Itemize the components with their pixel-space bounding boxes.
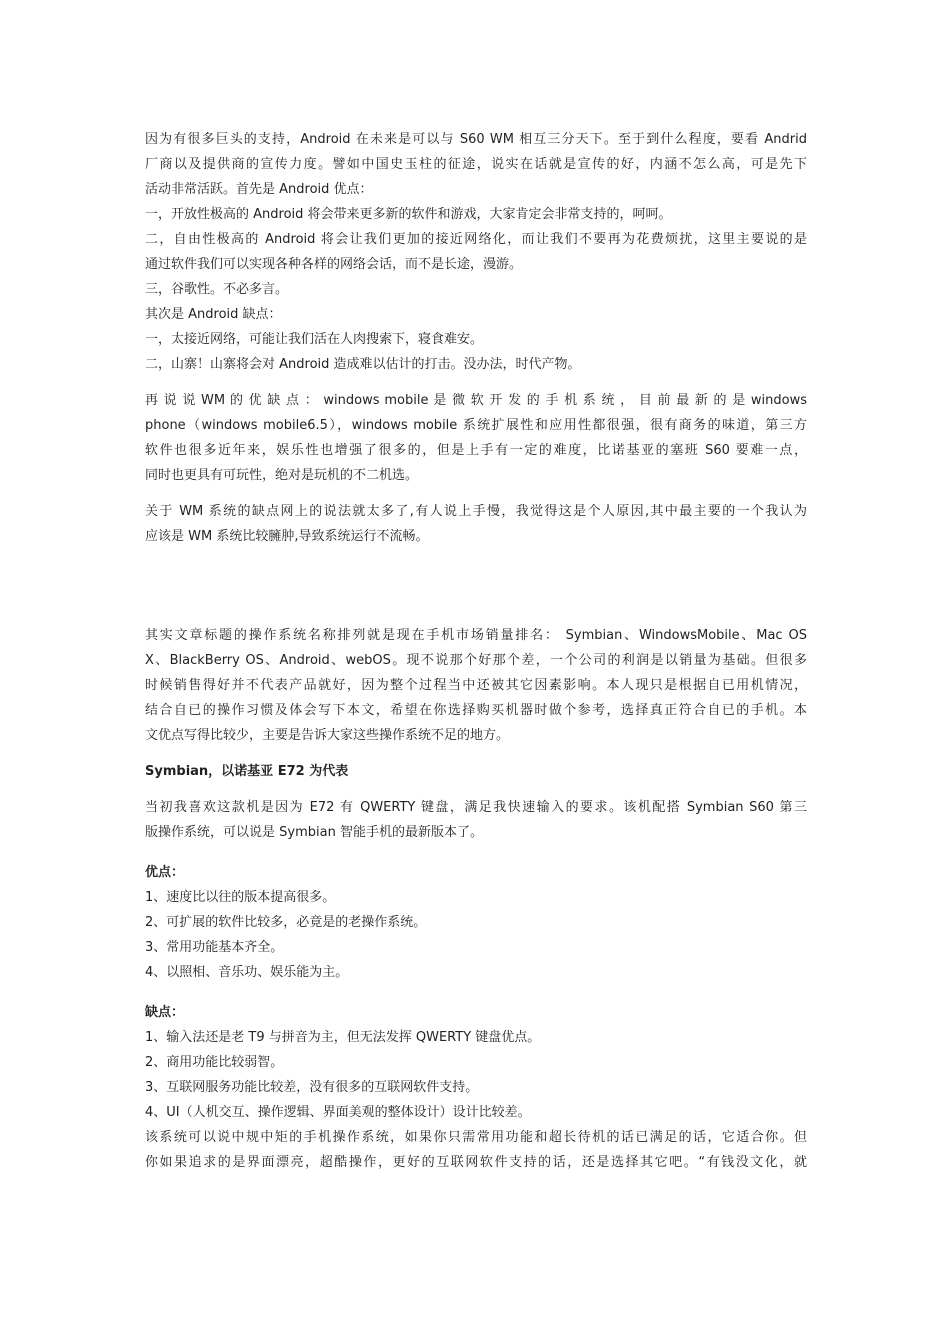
text-line: 文优点写得比较少，主要是告诉大家这些操作系统不足的地方。 bbox=[145, 728, 510, 743]
list-item: 4、UI（人机交互、操作逻辑、界面美观的整体设计）设计比较差。 bbox=[145, 1105, 531, 1120]
text-line: X、BlackBerry OS、Android、webOS。现不说那个好那个差，一个公司的利润是以销量为基础。但很多 bbox=[145, 653, 807, 668]
section-gap bbox=[145, 549, 807, 623]
paragraph-gap bbox=[145, 748, 807, 759]
text-line: 再 说 说 WM 的 优 缺 点 ： windows mobile 是 微 软 开 发 的 手 机 系 统 ， 目 前 最 新 的 是 windows bbox=[145, 393, 807, 408]
text-line: 其次是 Android 缺点： bbox=[145, 307, 282, 322]
paragraph-gap bbox=[145, 985, 807, 1000]
text-line: 因为有很多巨头的支持，Android 在未来是可以与 S60 WM 相互三分天下。至于到什么程度，要看 Andrid bbox=[145, 132, 807, 147]
paragraph-gap bbox=[145, 845, 807, 860]
text-line: 该系统可以说中规中矩的手机操作系统，如果你只需常用功能和超长待机的话已满足的话，它适合你。但 bbox=[145, 1130, 807, 1145]
paragraph-gap bbox=[145, 488, 807, 499]
text-line: 其实文章标题的操作系统名称排列就是现在手机市场销量排名： Symbian、WindowsMobile、Mac OS bbox=[145, 628, 807, 643]
list-item: 1、速度比以往的版本提高很多。 bbox=[145, 890, 336, 905]
text-line: 你如果追求的是界面漂亮，超酷操作，更好的互联网软件支持的话，还是选择其它吧。“有钱没文化，就 bbox=[145, 1155, 807, 1170]
paragraph-gap bbox=[145, 784, 807, 795]
text-line: 三，谷歌性。不必多言。 bbox=[145, 282, 289, 297]
text-line: 活动非常活跃。首先是 Android 优点： bbox=[145, 182, 373, 197]
text-line: 二，山寨！山寨将会对 Android 造成难以估计的打击。没办法，时代产物。 bbox=[145, 357, 581, 372]
list-heading: 缺点： bbox=[145, 1005, 185, 1020]
list-item: 4、以照相、音乐功、娱乐能为主。 bbox=[145, 965, 349, 980]
list-item: 2、可扩展的软件比较多，必竟是的老操作系统。 bbox=[145, 915, 427, 930]
document-body bbox=[145, 127, 807, 1175]
list-item: 3、互联网服务功能比较差，没有很多的互联网软件支持。 bbox=[145, 1080, 479, 1095]
list-item: 2、商用功能比较弱智。 bbox=[145, 1055, 284, 1070]
text-line: 版操作系统，可以说是 Symbian 智能手机的最新版本了。 bbox=[145, 825, 483, 840]
text-line: phone（windows mobile6.5），windows mobile 系统扩展性和应用性都很强，很有商务的味道，第三方 bbox=[145, 418, 807, 433]
text-line: 软件也很多近年来，娱乐性也增强了很多的，但是上手有一定的难度，比诺基亚的塞班 S60 要难一点， bbox=[145, 443, 807, 458]
text-line: 应该是 WM 系统比较臃肿,导致系统运行不流畅。 bbox=[145, 529, 429, 544]
text-line: 当初我喜欢这款机是因为 E72 有 QWERTY 键盘，满足我快速输入的要求。该机配搭 Symbian S60 第三 bbox=[145, 800, 807, 815]
text-line: 结合自已的操作习惯及体会写下本文，希望在你选择购买机器时做个参考，选择真正符合自已的手机。本 bbox=[145, 703, 807, 718]
paragraph-gap bbox=[145, 377, 807, 388]
text-line: 通过软件我们可以实现各种各样的网络会话，而不是长途，漫游。 bbox=[145, 257, 523, 272]
text-line: 厂商以及提供商的宣传力度。譬如中国史玉柱的征途，说实在话就是宣传的好，内涵不怎么高，可是先下 bbox=[145, 157, 807, 172]
text-line: 同时也更具有可玩性，绝对是玩机的不二机选。 bbox=[145, 468, 419, 483]
text-line: 一，太接近网络，可能让我们活在人肉搜索下，寝食难安。 bbox=[145, 332, 484, 347]
text-line: 一，开放性极高的 Android 将会带来更多新的软件和游戏，大家肯定会非常支持的，呵呵。 bbox=[145, 207, 672, 222]
list-item: 3、常用功能基本齐全。 bbox=[145, 940, 284, 955]
list-heading: 优点： bbox=[145, 865, 185, 880]
text-line: 二，自由性极高的 Android 将会让我们更加的接近网络化，而让我们不要再为花费烦扰，这里主要说的是 bbox=[145, 232, 807, 247]
list-item: 1、输入法还是老 T9 与拼音为主，但无法发挥 QWERTY 键盘优点。 bbox=[145, 1030, 541, 1045]
section-heading: Symbian，以诺基亚 E72 为代表 bbox=[145, 764, 349, 779]
text-line: 关于 WM 系统的缺点网上的说法就太多了,有人说上手慢，我觉得这是个人原因,其中最主要的一个我认为 bbox=[145, 504, 807, 519]
text-line: 时候销售得好并不代表产品就好，因为整个过程当中还被其它因素影响。本人现只是根据自已用机情况， bbox=[145, 678, 807, 693]
